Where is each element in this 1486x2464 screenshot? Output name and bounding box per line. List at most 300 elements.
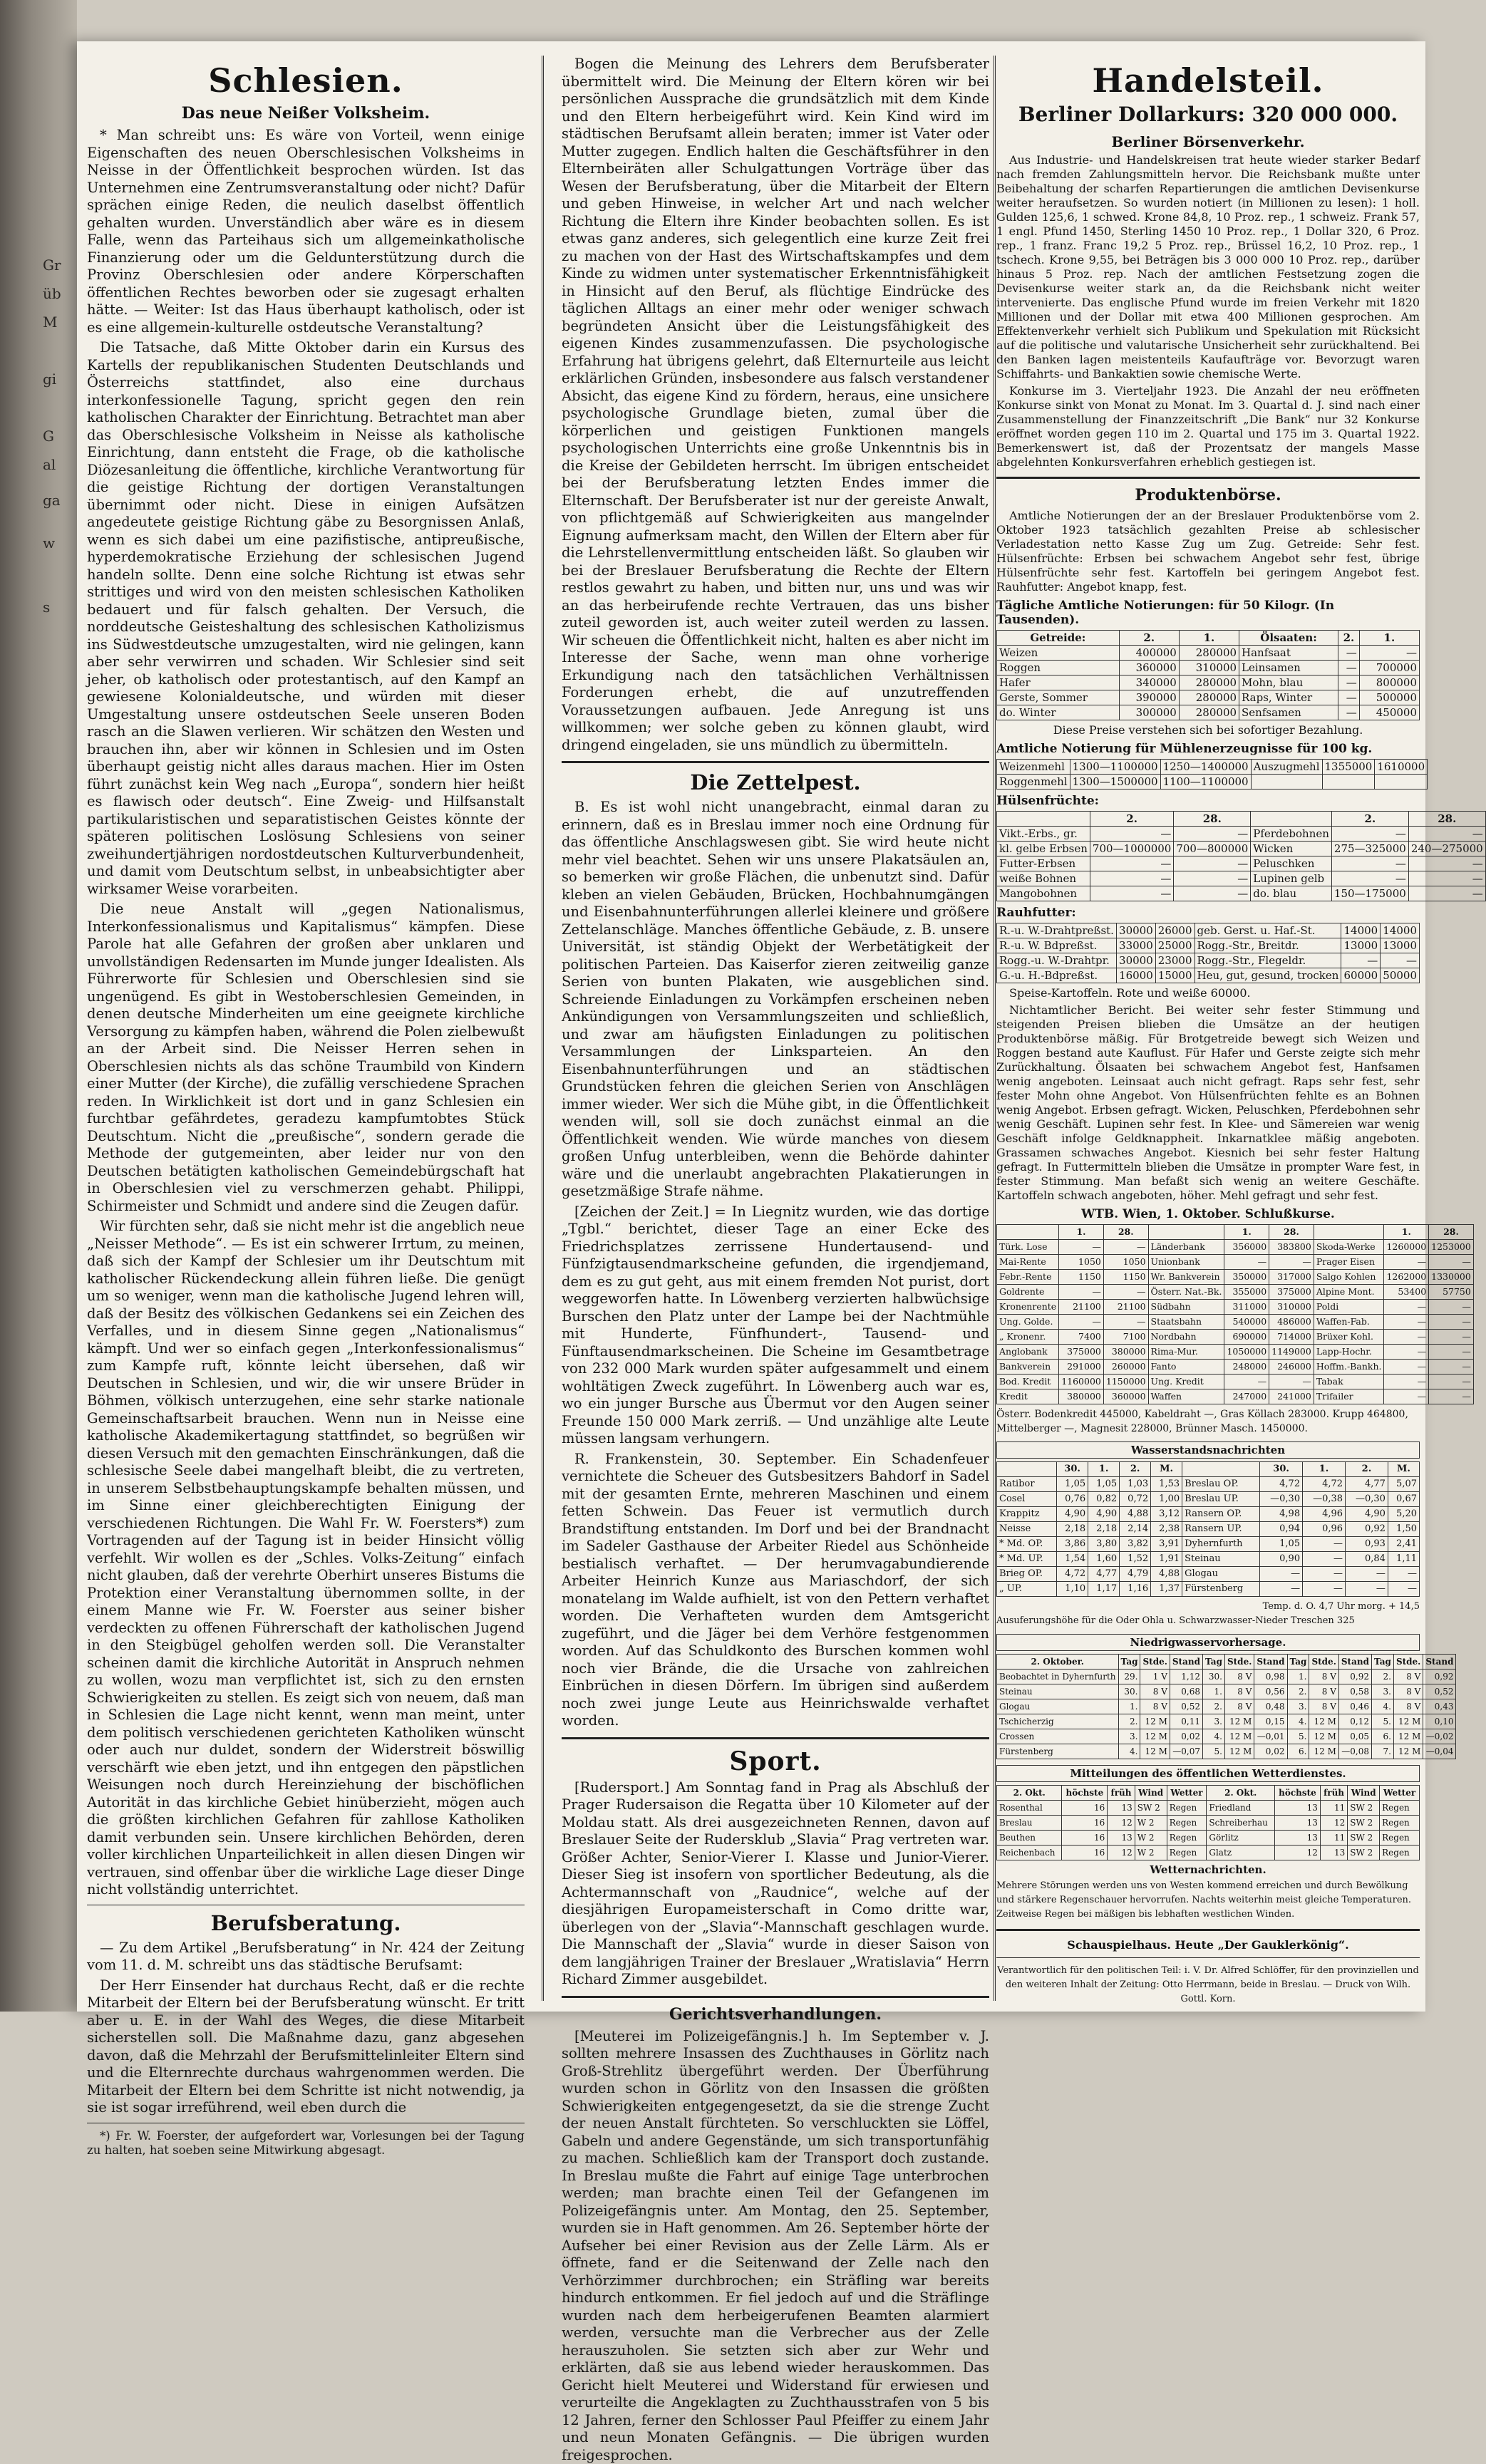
table-cell: 16 (1062, 1831, 1108, 1846)
table-cell: 1100—1100000 (1160, 775, 1251, 790)
table-title: Niedrigwasservorhersage. (996, 1634, 1420, 1651)
table-header-cell: 2. (1120, 1462, 1151, 1477)
table-cell: 1,03 (1120, 1477, 1151, 1492)
table-cell: 540000 (1224, 1315, 1269, 1330)
table-cell: —0,30 (1346, 1492, 1388, 1507)
table-row (997, 1285, 1474, 1300)
table-cell: 300000 (1119, 705, 1179, 720)
table-cell: 1,05 (1260, 1537, 1303, 1552)
table-row (997, 1300, 1474, 1315)
table-cell: Ransern OP. (1182, 1507, 1260, 1522)
table-cell: 1,52 (1120, 1552, 1151, 1567)
table-header-cell: Tag (1203, 1655, 1225, 1670)
table-row (997, 1315, 1474, 1330)
table-cell: Anglobank (997, 1345, 1059, 1360)
table-cell: 3. (1203, 1714, 1225, 1729)
table-cell: 356000 (1224, 1240, 1269, 1255)
dollar-rate: Berliner Dollarkurs: 320 000 000. (996, 103, 1420, 126)
table-cell: geb. Gerst. u. Haf.-St. (1195, 923, 1341, 938)
table-cell: SW 2 (1348, 1831, 1380, 1846)
table-header-cell: 2. (1090, 812, 1173, 827)
table-cell: 383800 (1269, 1240, 1314, 1255)
table-cell: — (1269, 1375, 1314, 1389)
table-cell: Febr.-Rente (997, 1270, 1059, 1285)
table-cell: Skoda-Werke (1314, 1240, 1384, 1255)
table-cell: — (1303, 1567, 1346, 1582)
table-cell: 2,38 (1151, 1522, 1182, 1537)
table-cell: 13 (1275, 1801, 1321, 1816)
table-cell: 57750 (1429, 1285, 1474, 1300)
table-row (997, 646, 1420, 661)
table-cell: 800000 (1359, 675, 1419, 690)
table-cell: 12 M (1140, 1714, 1170, 1729)
table-cell: 310000 (1179, 661, 1239, 675)
table-cell: 12 M (1140, 1729, 1170, 1744)
table-cell: 400000 (1119, 646, 1179, 661)
table-cell: Hoffm.-Bankh. (1314, 1360, 1384, 1375)
table-cell: 16 (1062, 1816, 1108, 1831)
table-cell: —0,30 (1260, 1492, 1303, 1507)
table-cell: 4,77 (1088, 1567, 1120, 1582)
table-row (997, 690, 1420, 705)
table-row (997, 1477, 1420, 1492)
table-cell: Lupinen gelb (1251, 871, 1332, 886)
table-cell: 4. (1371, 1699, 1393, 1714)
water-level-table (996, 1461, 1420, 1597)
divider (996, 1957, 1420, 1958)
table-cell: 275—325000 (1331, 842, 1408, 856)
table-cell: — (1260, 1567, 1303, 1582)
table-cell: Auszugmehl (1251, 760, 1322, 775)
table-cell: Rosenthal (997, 1801, 1062, 1816)
table-header-cell (997, 1225, 1059, 1240)
table-cell: do. blau (1251, 886, 1332, 901)
table-cell: Tabak (1314, 1375, 1384, 1389)
table-cell: 13000 (1341, 938, 1381, 953)
table-cell: 5. (1371, 1714, 1393, 1729)
table-cell: Friedland (1207, 1801, 1275, 1816)
table-cell: 2. (1287, 1684, 1309, 1699)
table-header-cell: 2. (1119, 631, 1179, 646)
table-cell (1322, 775, 1375, 790)
table-cell: Regen (1167, 1816, 1207, 1831)
table-cell: 4,88 (1151, 1567, 1182, 1582)
table-cell: Ratibor (997, 1477, 1057, 1492)
table-cell: 486000 (1269, 1315, 1314, 1330)
table-cell: 2. (1371, 1670, 1393, 1684)
table-row (997, 1582, 1420, 1597)
table-cell: 0,10 (1423, 1714, 1456, 1729)
table-header-cell: 30. (1057, 1462, 1088, 1477)
table-cell: Gerste, Sommer (997, 690, 1120, 705)
table-cell: 260000 (1103, 1360, 1148, 1375)
table-cell: 12 M (1140, 1744, 1170, 1759)
table-cell: Türk. Lose (997, 1240, 1059, 1255)
table-cell: Prager Eisen (1314, 1255, 1384, 1270)
table-cell: Poldi (1314, 1300, 1384, 1315)
table-cell: 4,90 (1057, 1507, 1088, 1522)
table-cell: 13 (1320, 1846, 1347, 1860)
table-cell: 1150 (1103, 1270, 1148, 1285)
table-cell: Südbahn (1148, 1300, 1224, 1315)
table-cell: Raps, Winter (1239, 690, 1338, 705)
table-cell: Regen (1380, 1801, 1420, 1816)
table-cell: 500000 (1359, 690, 1419, 705)
table-cell: 3,86 (1057, 1537, 1088, 1552)
table-cell: — (1059, 1285, 1104, 1300)
table-cell: 1260000 (1384, 1240, 1429, 1255)
table-cell: — (1260, 1582, 1303, 1597)
table-cell: 4,79 (1120, 1567, 1151, 1582)
table-header-cell: Tag (1287, 1655, 1309, 1670)
table-cell: 700—1000000 (1090, 842, 1173, 856)
table-cell: — (1429, 1300, 1474, 1315)
section-title-schlesien: Schlesien. (87, 61, 525, 100)
table-header-cell: M. (1388, 1462, 1419, 1477)
table-note: Temp. d. O. 4,7 Uhr morg. + 14,5 (996, 1600, 1420, 1614)
article-paragraph: Die neue Anstalt will „gegen Nationalismus, Interkonfessionalismus und Kapitalismus“ kämpfen. Diese Parole hat alle Gefahren der großen aber unklaren und unvollständigen Redensarten im Munde junger Idealisten. Als Führerworte für Schlesien und Oberschlesien sind sie ungenügend. Es gibt in Westoberschlesien Gemeinden, in denen deutsche Minderheiten um eine geeignete kirchliche Versorgung zu kämpfen haben, während die Polen zielbewußt an der Arbeit sind. Die Neisser Herren sehen in Oberschlesien nichts als das schöne Traumbild von Kindern einer Mutter (der Kirche), die zufällig verschiedene Sprachen reden. In Wirklichkeit ist dort und in ganz Schlesien ein furchtbar gefährdetes, geradezu kampfumtobtes Stück Deutschtum. Nicht die „preußische“, sondern gerade die Methode der gutgemeinten, aber leider nur von den Deutschen betätigten katholischen Gemeindebürgschaft hat in Oberschlesien viel zu verschmerzen gehabt. Philippi, Schirmeister und Schmidt und andere sind die Zeugen dafür. (87, 901, 525, 1215)
table-cell: 291000 (1059, 1360, 1104, 1375)
table-title: Tägliche Amtliche Notierungen: für 50 Kilogr. (In Tausenden). (996, 599, 1420, 627)
table-cell: 240—275000 (1408, 842, 1485, 856)
table-cell: 12 (1108, 1846, 1135, 1860)
table-cell: 0,68 (1170, 1684, 1202, 1699)
table-row (997, 953, 1420, 968)
table-row (997, 1492, 1420, 1507)
table-cell: Glogau (997, 1699, 1119, 1714)
table-cell: —0,04 (1423, 1744, 1456, 1759)
article-paragraph: [Zeichen der Zeit.] = In Liegnitz wurden, wie das dortige „Tgbl.“ berichtet, dieser Tage an einer Ecke des Friedrichsplatzes zerrissene Hundertausend- und Fünfzigtausendmarkscheine gefunden, die irgendjemand, dem es zu gut geht, aus mit einem fremden Not purist, dort weggeworfen hatte. In Löwenberg verzierten halbwüchsige Burschen den Platz unter der Lampe bei der Nachtmühle mit Hunderte, Fünfhundert-, Tausend- und Fünftausendmarkscheinen. Die Scheine im Gesamtbetrage von 232 000 Mark wurden später aufgesammelt und einem wohltätigen Zweck zugeführt. In Löwenberg auch war es, wo ein junger Bursche aus Übermut vor den Augen seiner Freunde 150 000 Mark zerriß. — Und unzählige alte Leute müssen langsam verhungern. (562, 1203, 989, 1448)
table-cell: Glatz (1207, 1846, 1275, 1860)
table-header-cell: höchste (1062, 1786, 1108, 1801)
table-header-cell: 1. (1059, 1225, 1104, 1240)
table-cell: — (1224, 1375, 1269, 1389)
table-cell: 0,72 (1120, 1492, 1151, 1507)
table-cell: 0,46 (1338, 1699, 1371, 1714)
table-cell: 2. (1118, 1714, 1140, 1729)
table-cell: 3,91 (1151, 1537, 1182, 1552)
table-cell: 0,96 (1303, 1522, 1346, 1537)
table-header-cell (1314, 1225, 1384, 1240)
table-cell: — (1174, 827, 1251, 842)
table-cell (1375, 775, 1428, 790)
table-cell: 8 V (1309, 1699, 1338, 1714)
article-paragraph: Aus Industrie- und Handelskreisen trat heute wieder starker Bedarf nach fremden Zahlungsmitteln hervor. Die Reichsbank mußte unter Beibehaltung der scharfen Repartierungen die amtlichen Devisenkurse weiter heraufsetzen. So wurden notiert (in Millionen zu lesen): 1 holl. Gulden 125,6, 1 schwed. Krone 84,8, 10 Proz. rep., 1 schweiz. Frank 57, 1 engl. Pfund 1450, Sterling 1450 10 Proz. rep., 1 Dollar 320, 6 Proz. rep., 1 franz. Franc 19,2 5 Proz. rep., Brüssel 16,2, 10 Proz. rep., 1 tschech. Krone 9,55, bei Beträgen bis 3 000 000 10 Proz. rep., darüber hinaus 5 Proz. rep. Nach der amtlichen Festsetzung zogen die Devisenkurse weiter stark an, da die Reichsbank nicht weiter intervenierte. Das englische Pfund wurde im freien Verkehr mit 1820 Millionen und der Dollar mit etwa 400 Millionen gesprochen. Am Effektenverkehr verhielt sich Publikum und Spekulation mit Rücksicht auf die politische und valutarische Unsicherheit sehr zurückhaltend. Bei den Banken lagen meistenteils Kaufaufträge vor. Bevorzugt waren Schiffahrts- und Bankaktien sowie chemische Werte. (996, 153, 1420, 381)
table-header-cell: Stand (1254, 1655, 1287, 1670)
table-cell: 1610000 (1375, 760, 1428, 775)
table-cell: 4,88 (1120, 1507, 1151, 1522)
article-paragraph: Bogen die Meinung des Lehrers dem Berufsberater übermittelt wird. Die Meinung der Eltern kören wir bei persönlichen Aussprache die grundsätzlich mit dem Kinde und den Eltern herbeigeführt wird. Kein Kind wird im städtischen Berufsamt allein beraten; immer ist Vater oder Mutter zugegen. Endlich halten die Geschäftsführer in den Elternbeiräten aller Schulgattungen Vorträge über das Wesen der Berufsberatung, über die Mitarbeit der Eltern und geben Hinweise, in welcher Art und nach welcher Richtung die Eltern ihre Kinder beobachten sollen. Es ist etwas ganz anderes, sich gelegentlich eine kurze Zeit frei zu machen von der Hast des Wirtschaftskampfes und dem Kinde zu widmen unter systematischer Erkenntnisfähigkeit in Hinsicht auf den Beruf, als flüchtige Eindrücke des täglichen Alltags an einer mehr oder weniger schwach begründeten Ansicht über die Leistungsfähigkeit des eigenen Kindes zusammenzufassen. Die psychologische Erfahrung hat übrigens gelehrt, daß Elternurteile aus leicht erklärlichen Gründen, insbesondere aus falsch verstandener Absicht, das eigene Kind zu fördern, heraus, eine unsichere psychologische Grundlage bieten, zumal über die körperlichen und geistigen Funktionen mangels psychologischen Unterrichts eine große Unkenntnis bis in die Kreise der Gebildeten herrscht. Im übrigen entscheidet bei der Berufsberatung letzten Endes immer die Elternschaft. Der Berufsberater ist nur der gereiste Anwalt, von pflichtgemäß auf Schwierigkeiten aus mangelnder Eignung aufmerksam macht, den Willen der Eltern aber für die Lehrstellenvermittlung entscheiden läßt. So glauben wir bei der Breslauer Berufsberatung die Rechte der Eltern restlos gewahrt zu haben, und bitten nur, uns und was wir an das herbeirufende rechte Vertrauen, das uns bisher zuteil geworden ist, auch weiter zuteil werden zu lassen. Wir scheuen die Öffentlichkeit nicht, halten es aber nicht im Interesse der Sache, wenn man ohne vorherige Erkundigung nach den tatsächlichen Verhältnissen Forderungen erhebt, die auf unzutreffenden Voraussetzungen aufbauen. Jede Anregung ist uns willkommen; wer solche geben zu können glaubt, wird dringend eingeladen, sie uns mündlich zu übermitteln. (562, 56, 989, 754)
table-cell: 0,67 (1388, 1492, 1419, 1507)
table-cell: Peluschken (1251, 856, 1332, 871)
table-header-cell (1182, 1462, 1260, 1477)
table-cell: — (1429, 1255, 1474, 1270)
table-row (997, 856, 1486, 871)
section-title-gericht: Gerichtsverhandlungen. (562, 2005, 989, 2024)
table-cell: 1 V (1140, 1670, 1170, 1684)
table-cell: Goldrente (997, 1285, 1059, 1300)
table-row (997, 1699, 1456, 1714)
table-row (997, 1567, 1420, 1582)
table-cell: 1,10 (1057, 1582, 1088, 1597)
table-cell: 8 V (1224, 1699, 1254, 1714)
table-cell: 2,14 (1120, 1522, 1151, 1537)
table-cell: 1330000 (1429, 1270, 1474, 1285)
grain-price-table (996, 630, 1420, 720)
table-cell: 1,91 (1151, 1552, 1182, 1567)
table-header-cell: höchste (1275, 1786, 1321, 1801)
table-cell: Regen (1167, 1801, 1207, 1816)
table-cell: 4,72 (1303, 1477, 1346, 1492)
table-cell: 4. (1203, 1729, 1225, 1744)
table-cell: 16000 (1117, 968, 1156, 983)
table-cell: 4,96 (1303, 1507, 1346, 1522)
table-cell: Wicken (1251, 842, 1332, 856)
table-cell: 1050 (1103, 1255, 1148, 1270)
table-cell: 0,48 (1254, 1699, 1287, 1714)
table-cell: 4,90 (1088, 1507, 1120, 1522)
table-cell: 360000 (1119, 661, 1179, 675)
table-cell: — (1384, 1255, 1429, 1270)
table-cell: 6. (1287, 1744, 1309, 1759)
table-cell: Glogau (1182, 1567, 1260, 1582)
table-cell: — (1384, 1315, 1429, 1330)
table-cell: Neisse (997, 1522, 1057, 1537)
table-header-cell: 30. (1260, 1462, 1303, 1477)
table-cell: 280000 (1179, 675, 1239, 690)
table-cell: 1,53 (1151, 1477, 1182, 1492)
table-cell: 12 M (1224, 1729, 1254, 1744)
table-cell: 60000 (1341, 968, 1381, 983)
table-cell: 6. (1371, 1729, 1393, 1744)
table-cell: 1050000 (1224, 1345, 1269, 1360)
table-cell: — (1346, 1567, 1388, 1582)
table-cell: Futter-Erbsen (997, 856, 1090, 871)
table-cell: 29. (1118, 1670, 1140, 1684)
table-cell: Heu, gut, gesund, trocken (1195, 968, 1341, 983)
article-headline-volksheim: Das neue Neißer Volksheim. (87, 104, 525, 123)
article-paragraph: Speise-Kartoffeln. Rote und weiße 60000. (996, 986, 1420, 1000)
table-cell: — (1174, 871, 1251, 886)
table-cell: 0,90 (1260, 1552, 1303, 1567)
table-cell: 1262000 (1384, 1270, 1429, 1285)
table-cell: — (1408, 827, 1485, 842)
table-cell: 1,05 (1088, 1477, 1120, 1492)
table-cell: Unionbank (1148, 1255, 1224, 1270)
article-paragraph: [Rudersport.] Am Sonntag fand in Prag als Abschluß der Prager Rudersaison die Regatta über 10 Kilometer auf der Moldau statt. Als drei ausgezeichneten Rennen, davon auf Breslauer Seite der Rudersklub „Slavia“ Prag vertreten war. Größer Achter, Senior-Vierer I. Klasse und Junior-Vierer. Dieser Sieg ist insofern von sportlicher Bedeutung, als die Achtermannschaft von „Raudnice“, welche auf der diesjährigen Europameisterschaft in Como dritte war, überlegen von der „Slavia“-Mannschaft geschlagen wurde. Die Mannschaft der „Slavia“ wurde in dieser Saison von dem langjährigen Trainer der Breslauer „Wratislavia“ Herrn Richard Zimmer ausgebildet. (562, 1779, 989, 1989)
table-cell: 8 V (1140, 1699, 1170, 1714)
table-cell: — (1408, 886, 1485, 901)
table-cell: Länderbank (1148, 1240, 1224, 1255)
table-row (997, 1846, 1420, 1860)
table-cell: Beobachtet in Dyhernfurth (997, 1670, 1119, 1684)
divider (562, 761, 989, 763)
table-header-cell: 2. Okt. (1207, 1786, 1275, 1801)
table-cell: —0,01 (1254, 1729, 1287, 1744)
table-row (997, 1389, 1474, 1404)
table-cell: 16 (1062, 1846, 1108, 1860)
table-cell: 1150 (1059, 1270, 1104, 1285)
table-cell: — (1338, 675, 1360, 690)
article-paragraph: Nichtamtlicher Bericht. Bei weiter sehr fester Stimmung und steigenden Preisen blieben die Umsätze an der heutigen Produktenbörse mäßig. Für Brotgetreide bewegt sich Weizen und Roggen bestand aute Kauflust. Für Hafer und Gerste zeigte sich mehr Zurückhaltung. Ölsaaten bei schwachem Angebot fest, Hanfsamen wenig angeboten. Leinsaat auch nicht gefragt. Raps sehr fest, sehr fester Mohn ohne Angebot. Von Hülsenfrüchten fehlte es an Bohnen wenig Angebot. Erbsen gefragt. Wicken, Peluschken, Pferdebohnen sehr wenig Geschäft. Lupinen sehr fest. In Klee- und Sämereien war wenig Geschäft infolge Geldknappheit. Inkarnatklee mäßig angeboten. Grassamen schwaches Angebot. Kiesnich bei sehr fester Haltung gefragt. In Futtermitteln blieben die Umsätze in prompter Ware fest, in fester Stimmung. Man befaßt sich wenig an weitere Geschäfte. Kartoffeln schwach angeboten, höher. Mehl gefragt und sehr fest. (996, 1003, 1420, 1203)
table-cell: — (1059, 1240, 1104, 1255)
table-header-cell: Wetter (1167, 1786, 1207, 1801)
table-cell: Nordbahn (1148, 1330, 1224, 1345)
table-cell: Kronenrente (997, 1300, 1059, 1315)
table-title: Mitteilungen des öffentlichen Wetterdienstes. (996, 1765, 1420, 1782)
table-header-cell (997, 812, 1090, 827)
table-row (997, 871, 1486, 886)
table-cell: — (1338, 705, 1360, 720)
table-cell: Mai-Rente (997, 1255, 1059, 1270)
table-cell: 1150000 (1103, 1375, 1148, 1389)
table-cell: Breslau OP. (1182, 1477, 1260, 1492)
table-cell: G.-u. H.-Bdpreßst. (997, 968, 1117, 983)
article-paragraph: B. Es ist wohl nicht unangebracht, einmal daran zu erinnern, daß es in Breslau immer noch eine Ordnung für das öffentliche Anschlagswesen gibt. Sie wird heute nicht mehr viel beachtet. Sehen wir uns unsere Plakatsäulen an, so bemerken wir große Flächen, die unbenutzt sind. Dafür kleben an vielen Gebäuden, Brücken, Hochbahnumgängen und Eisenbahnunterführungen allerlei kleinere und größere Zettelanschläge. Manches öffentliche Gebäude, z. B. unsere Universität, ist ständig Objekt der Werbetätigkeit der politischen Parteien. Das Kaiserfor zieren zeitweilig ganze Serien von bunten Plakaten, wie ausgeblichen sind. Schreiende Einladungen zu Vorkämpfen erscheinen neben Ankündigungen von Versammlungszeiten und schließlich, und zwar am häufigsten Einladungen zu politischen Versammlungen der Linksparteien. An den Eisenbahnunterführungen und an städtischen Grundstücken fehren die gleichen Serien von Anschlägen immer wieder. Wer sich die Mühe gibt, in die Öffentlichkeit wenden will, soll sie doch zunächst einmal an die Öffentlichkeit wenden. Wie würde manches von diesem großen Unfug unterbleiben, wenn die Behörde dahinter wäre und die unerlaubt angebrachten Plakatierungen in gesetzmäßige Strafe nähme. (562, 799, 989, 1201)
table-cell: Weizenmehl (997, 760, 1070, 775)
table-cell: 8 V (1224, 1670, 1254, 1684)
table-header-cell: 2. Okt. (997, 1786, 1062, 1801)
table-cell: — (1090, 827, 1173, 842)
table-cell: 0,94 (1260, 1522, 1303, 1537)
table-cell: Steinau (997, 1684, 1119, 1699)
table-cell: Salgo Kohlen (1314, 1270, 1384, 1285)
table-cell: 1253000 (1429, 1240, 1474, 1255)
table-cell: R.-u. W. Bdpreßst. (997, 938, 1117, 953)
table-cell: 317000 (1269, 1270, 1314, 1285)
table-cell: Breslau (997, 1816, 1062, 1831)
article-paragraph: Konkurse im 3. Vierteljahr 1923. Die Anzahl der neu eröffneten Konkurse sinkt von Monat zu Monat. Im 3. Quartal d. J. sind nach einer Zusammenstellung der Finanzzeitschrift „Die Bank“ nur 32 Konkurse eröffnet worden gegen 110 im 2. Quartal und 175 im 3. Quartal 1922. Bemerkenswert ist, daß der Prozentsatz der mangels Masse abgelehnten Konkursverfahren erheblich gestiegen ist. (996, 384, 1420, 470)
table-cell: 0,98 (1254, 1670, 1287, 1684)
table-cell: 26000 (1155, 923, 1195, 938)
table-cell: 21100 (1103, 1300, 1148, 1315)
table-cell: 3,82 (1120, 1537, 1151, 1552)
table-cell: Ung. Kredit (1148, 1375, 1224, 1389)
table-cell: 1160000 (1059, 1375, 1104, 1389)
table-cell: Crossen (997, 1729, 1119, 1744)
table-cell: 12 M (1224, 1714, 1254, 1729)
table-cell: Mohn, blau (1239, 675, 1338, 690)
table-cell: —0,07 (1170, 1744, 1202, 1759)
table-cell: 5,07 (1388, 1477, 1419, 1492)
table-cell: — (1174, 886, 1251, 901)
table-header-cell: Stde. (1309, 1655, 1338, 1670)
table-cell: Hanfsaat (1239, 646, 1338, 661)
table-cell: — (1331, 827, 1408, 842)
table-cell: — (1429, 1360, 1474, 1375)
table-cell: 450000 (1359, 705, 1419, 720)
table-cell: 8 V (1393, 1670, 1423, 1684)
table-cell: SW 2 (1348, 1816, 1380, 1831)
table-row (997, 1330, 1474, 1345)
table-cell: Fanto (1148, 1360, 1224, 1375)
table-cell: — (1303, 1582, 1346, 1597)
subhead-weather: Wetternachrichten. (996, 1863, 1420, 1876)
table-cell: 1,11 (1388, 1552, 1419, 1567)
table-cell: — (1429, 1389, 1474, 1404)
table-cell: Hafer (997, 675, 1120, 690)
table-cell: W 2 (1135, 1816, 1167, 1831)
table-cell: 360000 (1103, 1389, 1148, 1404)
table-cell: 12 M (1393, 1744, 1423, 1759)
table-cell: 14000 (1381, 923, 1420, 938)
table-cell: 8 V (1140, 1684, 1170, 1699)
table-cell: 350000 (1224, 1270, 1269, 1285)
table-cell: Mangobohnen (997, 886, 1090, 901)
table-row (997, 1684, 1456, 1699)
table-row (997, 1360, 1474, 1375)
table-cell: 280000 (1179, 646, 1239, 661)
table-header-cell: 28. (1429, 1225, 1474, 1240)
table-title: Rauhfutter: (996, 906, 1420, 920)
table-row (997, 775, 1428, 790)
table-cell: 0,43 (1423, 1699, 1456, 1714)
table-header-cell: M. (1151, 1462, 1182, 1477)
table-cell: Alpine Mont. (1314, 1285, 1384, 1300)
table-cell: 3. (1118, 1729, 1140, 1744)
table-cell: SW 2 (1348, 1846, 1380, 1860)
table-cell: 2,18 (1057, 1522, 1088, 1537)
article-paragraph: Wir fürchten sehr, daß sie nicht mehr ist die angeblich neue „Neisser Methode“. — Es ist ein schwerer Irrtum, zu meinen, daß sich der Kampf der Schlesier um ihr Deutschtum mit katholischer Rückendeckung allein führen ließe. Die genügt um so weniger, wenn man die katholische Jugend lehren will, daß der Besitz des völkischen Gedankens sei ein Zeichen des Verfalles, und in diesem Sinne gegen „Nationalismus“ kämpft. Und wer so einfach gegen „Interkonfessionalismus“ zum Kampfe ruft, könnte leicht übersehen, daß wir Deutschen in Schlesien, und wir, die wir unsere Brüder in Böhmen, völkisch unterzugehen, eine sehr starke nationale Gemeinschaftsarbeit brauchen. Wenn nun in Neisse eine katholische Akademikertagung stattfindet, so begrüßen wir diesen Versuch mit den gemachten Einschränkungen, daß die schlesische Seele dabei mangelhaft bleibt, die zu vertreten, in unserem Selbstbehauptungskampfe behalten müssen, und im Sinne einer gleichberechtigten Einigung der verschiedenen Richtungen. Die Wahl Fr. W. Foersters*) zum Vortragenden auf der Tagung ist in beider Hinsicht völlig verfehlt. Wir wollen es der „Schles. Volks-Zeitung“ einfach nicht glauben, daß der verehrte Oberhirt unseres Bistums die Protektion einer Veranstaltung übernommen sollte, in der einem Manne wie Fr. W. Foerster aus seiner bisher verdeckten zu offenen Führerschaft der katholischen Jugend in den Steigbügel geholfen werden soll. Die Veranstalter scheinen damit die kirchliche Autorität in Anspruch nehmen zu wollen, wozu man verpflichtet ist, sich zu den ernsten Schwierigkeiten zu stellen. Es zeigt sich von neuem, daß man in Schlesien die Lage nicht kennt, wenn man meint, unter dem politisch verschiedenen gerichteten Katholiken wünscht oder auch nur duldet, sondern der Widerstreit böswillig verschärft wie eben jetzt, und ihn entgegen den päpstlichen Weisungen noch durch Hereinziehung der bischöflichen Autorität in das kirchliche Gebiet hinüberzieht, mögen auch die größten kirchlichen Gefahren für zahllose Katholiken damit verbunden sein. Unsere kirchlichen Behörden, deren voller kirchlichen Unparteilichkeit in allen diesen Dingen wir vertrauen, sind offenbar über die wirkliche Lage dieser Dinge nicht vollständig unterrichtet. (87, 1218, 525, 1899)
table-cell: „ Kronenr. (997, 1330, 1059, 1345)
table-cell: 1149000 (1269, 1345, 1314, 1360)
imprint: Verantwortlich für den politischen Teil: i. V. Dr. Alfred Schlöffer, für den provinziellen und den weiteren Inhalt der Zeitung: Otto Herrmann, beide in Breslau. — Druck von Wilh. Gottl. Korn. (996, 1964, 1420, 2007)
table-cell: Vikt.-Erbs., gr. (997, 827, 1090, 842)
subhead-boerse: Berliner Börsenverkehr. (996, 133, 1420, 150)
table-header-cell: 1. (1384, 1225, 1429, 1240)
weather-table (996, 1785, 1420, 1860)
table-note: Diese Preise verstehen sich bei sofortiger Bezahlung. (996, 723, 1420, 737)
table-cell: 0,84 (1346, 1552, 1388, 1567)
table-cell: — (1090, 886, 1173, 901)
table-header-cell: Stand (1423, 1655, 1456, 1670)
table-cell: 311000 (1224, 1300, 1269, 1315)
table-cell: Dyhernfurth (1182, 1537, 1260, 1552)
table-cell: —0,38 (1303, 1492, 1346, 1507)
table-cell: Regen (1380, 1816, 1420, 1831)
table-cell: Pferdebohnen (1251, 827, 1332, 842)
table-row (997, 705, 1420, 720)
table-cell: do. Winter (997, 705, 1120, 720)
table-header-cell (997, 1462, 1057, 1477)
table-cell: 7400 (1059, 1330, 1104, 1345)
table-cell: 1,37 (1151, 1582, 1182, 1597)
table-cell: — (1103, 1315, 1148, 1330)
table-cell: 5,20 (1388, 1507, 1419, 1522)
table-row (997, 1522, 1420, 1537)
table-cell: 8 V (1393, 1699, 1423, 1714)
table-cell: Rima-Mur. (1148, 1345, 1224, 1360)
table-cell: 714000 (1269, 1330, 1314, 1345)
table-cell: 30. (1118, 1684, 1140, 1699)
table-cell: Roggenmehl (997, 775, 1070, 790)
table-title: WTB. Wien, 1. Oktober. Schlußkurse. (996, 1207, 1420, 1221)
table-cell: 4. (1118, 1744, 1140, 1759)
table-cell: 0,92 (1346, 1522, 1388, 1537)
table-cell: 0,52 (1423, 1684, 1456, 1699)
table-cell: Breslau UP. (1182, 1492, 1260, 1507)
table-cell: Steinau (1182, 1552, 1260, 1567)
table-cell: Waffen-Fab. (1314, 1315, 1384, 1330)
table-cell: Cosel (997, 1492, 1057, 1507)
table-header-cell: 2. Oktober. (997, 1655, 1119, 1670)
table-header-cell: 28. (1174, 812, 1251, 827)
binding-strip: Gr üb M gi G al ga w s (0, 0, 77, 2012)
table-cell: 12 M (1393, 1714, 1423, 1729)
table-header-cell: Wind (1348, 1786, 1380, 1801)
table-header-cell (1251, 812, 1332, 827)
table-cell: 1300—1100000 (1070, 760, 1160, 775)
